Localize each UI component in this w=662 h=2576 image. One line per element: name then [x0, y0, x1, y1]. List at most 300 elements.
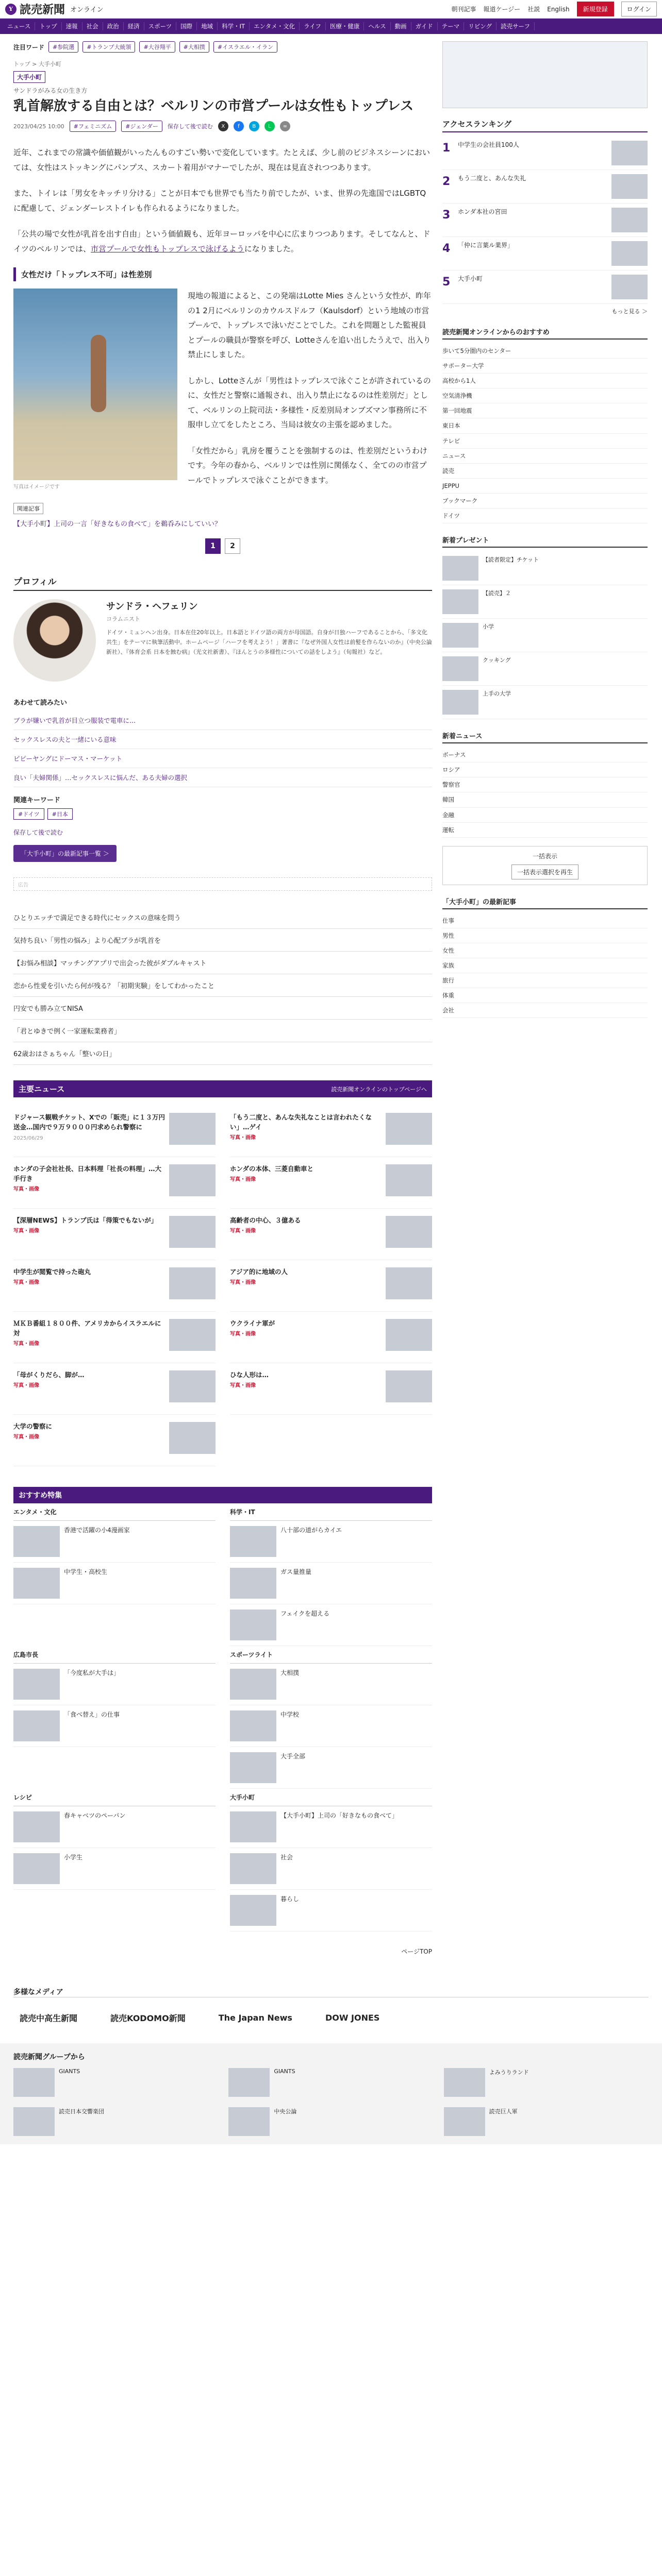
reco-column-heading[interactable]: 大手小町: [230, 1789, 432, 1806]
group-title[interactable]: 読売巨人軍: [489, 2108, 518, 2115]
swimmer-figure: [91, 335, 106, 412]
group-card[interactable]: [444, 2107, 649, 2136]
nav-item[interactable]: 動画: [391, 22, 411, 30]
paragraph: 近年、これまでの常識や価値観がいったんものすごい勢いで変化しています。たとえば、少し前のビジネスシーンにおいては、女性はストッキングにパンプス、スカート着用がマナーでしたが、現在は見直されつつあります。: [13, 148, 431, 172]
author-name: サンドラ・ヘフェリン: [106, 601, 198, 613]
present-thumb[interactable]: [442, 623, 478, 648]
reco-thumb[interactable]: [13, 1526, 60, 1557]
present-item[interactable]: [442, 652, 648, 686]
section-latest-button[interactable]: 「大手小町」の最新記事一覧 ＞: [13, 845, 117, 862]
news-thumb[interactable]: [169, 1216, 216, 1248]
site-logo[interactable]: [5, 1, 104, 17]
news-thumb[interactable]: [386, 1267, 432, 1299]
side-list-item[interactable]: ニュース: [442, 449, 648, 464]
side-list-item[interactable]: 会社: [442, 1003, 648, 1018]
rank-title[interactable]: ホンダ本社の宮田: [458, 208, 507, 215]
reco-thumb[interactable]: [13, 1568, 60, 1599]
keywords-heading: 関連キーワード: [13, 796, 61, 805]
reco-title[interactable]: ガス量推量: [280, 1568, 312, 1576]
reco-item[interactable]: [230, 1747, 432, 1789]
rank-title[interactable]: 中学生の会社員100人: [458, 141, 519, 148]
reco-thumb[interactable]: [230, 1895, 276, 1926]
news-title[interactable]: ホンダの子会社社長、日本料理「社長の料理」…大手行き: [13, 1165, 162, 1183]
news-title[interactable]: ドジャース観戦チケット、Xでの「販売」に１３万円送金…国内で９万９０００円求められ警察に: [13, 1113, 166, 1131]
side-list-item[interactable]: 東日本: [442, 418, 648, 433]
nav-item[interactable]: 速報: [62, 22, 82, 30]
reco-item[interactable]: [13, 1521, 216, 1563]
reco-thumb[interactable]: [230, 1669, 276, 1700]
link-share-icon[interactable]: ∞: [280, 121, 290, 131]
nav-item[interactable]: ニュース: [3, 22, 35, 30]
rank-number: 2: [442, 175, 451, 188]
news-item[interactable]: [230, 1312, 432, 1363]
save-later-button-2[interactable]: 保存して後で読む: [13, 829, 63, 837]
media-logo[interactable]: DOW JONES: [325, 2013, 380, 2023]
reco-item[interactable]: [13, 1664, 216, 1705]
ranking-heading: アクセスランキング: [442, 118, 648, 132]
main-news-heading: 主要ニュース: [19, 1084, 65, 1094]
read-also-item[interactable]: 良い「夫婦関係」…セックスレスに悩んだ、ある夫婦の選択: [13, 768, 432, 787]
profile-box: [13, 599, 432, 682]
reco-grid: [13, 1503, 432, 1931]
main-nav: [0, 19, 662, 34]
hatena-share-icon[interactable]: B: [249, 121, 259, 131]
side-list-item[interactable]: 空気清浄機: [442, 388, 648, 403]
side-list-item[interactable]: 体重: [442, 988, 648, 1003]
page-top-link[interactable]: ページTOP: [401, 1948, 432, 1956]
top-bar: [0, 0, 662, 19]
news-thumb[interactable]: [386, 1370, 432, 1402]
nav-item[interactable]: ヘルス: [364, 22, 390, 30]
keyword-tag[interactable]: #ドイツ: [13, 808, 44, 820]
media-logo[interactable]: 読売KODOMO新聞: [110, 2013, 186, 2024]
keyword-tag[interactable]: #日本: [47, 808, 73, 820]
group-card[interactable]: [13, 2068, 218, 2097]
reco-column: [230, 1646, 432, 1789]
breadcrumb[interactable]: トップ > 大手小町: [13, 61, 61, 67]
reco-title[interactable]: 「食べ替え」の仕事: [64, 1711, 120, 1719]
news-text: [13, 1370, 165, 1407]
rank-title[interactable]: 「仲に言葉ル業界」: [458, 242, 514, 249]
news-thumb[interactable]: [169, 1422, 216, 1454]
reco-thumb[interactable]: [230, 1752, 276, 1783]
group-title[interactable]: 中央公論: [274, 2108, 297, 2115]
reco-item[interactable]: [230, 1848, 432, 1890]
media-logo[interactable]: 読売中高生新聞: [20, 2013, 78, 2024]
nav-item[interactable]: ライフ: [300, 22, 326, 30]
ranking-item[interactable]: [442, 137, 648, 170]
side-list-item[interactable]: 男性: [442, 928, 648, 943]
photo-label: 写真・画像: [230, 1331, 256, 1337]
side-list-item[interactable]: 女性: [442, 943, 648, 958]
nav-item[interactable]: スポーツ: [144, 22, 177, 30]
line-share-icon[interactable]: L: [264, 121, 275, 131]
group-card[interactable]: [13, 2107, 218, 2136]
present-title[interactable]: 【読者限定】チケット: [483, 556, 539, 564]
news-title[interactable]: 「母がくりだら、脚が…: [13, 1371, 85, 1379]
news-thumb[interactable]: [386, 1319, 432, 1351]
news-item[interactable]: [230, 1157, 432, 1209]
toplink-report[interactable]: 報道ケージー: [483, 6, 521, 13]
headline-link[interactable]: ひとりエッチで満足できる時代にセックスの意味を問う: [13, 906, 432, 929]
reco-title[interactable]: 大手全部: [280, 1753, 306, 1760]
side-list-item[interactable]: 読売: [442, 464, 648, 479]
login-button[interactable]: ログイン: [621, 2, 657, 16]
reco-thumb[interactable]: [230, 1853, 276, 1884]
news-grid: [13, 1097, 432, 1466]
present-item[interactable]: [442, 686, 648, 719]
rank-thumb[interactable]: [611, 241, 648, 266]
toplink-morning[interactable]: 朝刊記事: [451, 6, 476, 13]
photo-label: 写真・画像: [230, 1280, 256, 1286]
paragraph: しかし、Lotteさんが「男性はトップレスで泳ぐことが許されているのに、女性だと警察に通報され、出入り禁止になるのは性差別だ」として、ベルリンの上院司法・多様性・反差別局オンブズマン事務所に不服申し立てをしたところ、当局は彼女の主張を認めました。: [188, 376, 431, 430]
paragraph: 「女性だから」乳房を覆うことを強制するのは、性差別だというわけです。今年の春から、ベルリンでは性別に関係なく、全てのの市営プールでトップレスで泳ぐことができます。: [188, 446, 428, 485]
reco-thumb[interactable]: [230, 1568, 276, 1599]
present-item[interactable]: [442, 552, 648, 585]
present-title[interactable]: 上手の大学: [483, 690, 511, 698]
reco-item[interactable]: [13, 1563, 216, 1604]
group-thumb[interactable]: [228, 2107, 270, 2136]
reco-item[interactable]: [230, 1563, 432, 1604]
photo-label: 写真・画像: [13, 1341, 39, 1347]
news-title[interactable]: ホンダの本体、三菱自動車と: [230, 1165, 314, 1173]
side-list-item[interactable]: ボーナス: [442, 748, 648, 762]
author-desc: ドイツ・ミュンヘン出身。日本在住20年以上。日本語とドイツ語の両方が母国語。自身が日独ハーフであることから、「多文化共生」をテーマに執筆活動中。ホームページ「ハーフを考えよう！」著書に『なぜ外国人女性は前髪を作らないのか』（中央公論新社）、『体育会系 日本を蝕む病』（光文社新書）、『ほんとうの多様性についての話をしよう』（旬報社）など。: [106, 629, 432, 655]
article-meta: [13, 121, 432, 132]
news-text: [13, 1216, 165, 1252]
read-also-item[interactable]: ブラが嫌いで乳首が目立つ服装で電車に...: [13, 711, 432, 730]
profile-heading: プロフィル: [13, 574, 432, 591]
reco-item[interactable]: [13, 1848, 216, 1890]
logo-mark: Y: [5, 4, 16, 15]
side-news-heading: 新着ニュース: [442, 731, 648, 743]
news-thumb[interactable]: [386, 1216, 432, 1248]
rank-thumb[interactable]: [611, 275, 648, 299]
highlight-link[interactable]: 市営プールで女性もトップレスで泳げるよう: [91, 244, 244, 253]
group-thumb[interactable]: [444, 2107, 485, 2136]
reco-title[interactable]: 小学生: [64, 1854, 83, 1861]
news-text: [13, 1113, 165, 1149]
reco-item[interactable]: [230, 1604, 432, 1646]
news-thumb[interactable]: [386, 1164, 432, 1196]
page-2-button[interactable]: 2: [225, 538, 240, 554]
present-thumb[interactable]: [442, 690, 478, 715]
main-news-band: [13, 1080, 432, 1097]
side-promo[interactable]: [442, 41, 648, 108]
photo-label: 写真・画像: [230, 1383, 256, 1389]
reco-item[interactable]: [13, 1705, 216, 1747]
reco-item[interactable]: [230, 1664, 432, 1705]
nav-item[interactable]: リビング: [464, 22, 496, 30]
x-share-icon[interactable]: X: [218, 121, 228, 131]
related-link[interactable]: 【大手小町】上司の一言「好きなもの食べて」を鵜呑みにしていい？: [13, 520, 222, 529]
paragraph: 現地の報道によると、この発端はLotte Mies さんという女性が、昨年の1 2月にベルリンのカウルスドルフ（Kaulsdorf）という地域の市営プールで、トップレスで泳いだことでした。これを問題とした監視員とプールの職員が警察を呼び、Lotteさんを追い出したうえで、出入り禁止にしました。: [188, 291, 431, 360]
rank-title[interactable]: もう二度と、あんな失礼: [458, 175, 526, 182]
photo-label: 写真・画像: [230, 1134, 256, 1141]
reco-column: [13, 1503, 216, 1646]
reco-column-heading[interactable]: スポーツライト: [230, 1646, 432, 1664]
side-list-item[interactable]: ブックマーク: [442, 494, 648, 509]
reco-thumb[interactable]: [230, 1526, 276, 1557]
side-list-item[interactable]: 歩いて5分圏内のセンター: [442, 344, 648, 359]
reco-thumb[interactable]: [13, 1811, 60, 1842]
pagination: [13, 538, 432, 554]
group-card[interactable]: [228, 2068, 433, 2097]
reco-column-heading[interactable]: エンタメ・文化: [13, 1503, 216, 1521]
article-tag[interactable]: #フェミニズム: [70, 121, 117, 132]
paragraph: また、トイレは「男女をキッチリ分ける」ことが日本でも世界でも当たり前でしたが、いま、世界の先進国ではLGBTQに配慮して、ジェンダーレストイレも作られるようになりました。: [13, 189, 426, 213]
news-item[interactable]: [13, 1209, 216, 1260]
news-item[interactable]: [230, 1106, 432, 1157]
ranking-item[interactable]: [442, 170, 648, 204]
nav-item[interactable]: ガイド: [411, 22, 438, 30]
group-thumb[interactable]: [444, 2068, 485, 2097]
section-heading: 女性だけ「トップレス不可」は性差別: [13, 267, 432, 281]
article-photo[interactable]: [13, 289, 177, 480]
news-title[interactable]: 「もう二度と、あんな失礼なことは言われたくない」…ゲイ: [230, 1113, 372, 1131]
headline-link[interactable]: 気持ち良い「男性の悩み」より心配ブラが乳首を: [13, 929, 432, 952]
trend-tag[interactable]: #参院選: [48, 41, 78, 53]
trend-tag[interactable]: #トランプ大統領: [82, 41, 135, 53]
news-item[interactable]: [13, 1415, 216, 1466]
group-card[interactable]: [228, 2107, 433, 2136]
related-label: 関連記事: [13, 503, 43, 514]
present-thumb[interactable]: [442, 556, 478, 581]
reco-title[interactable]: 八十部の道がらカイエ: [280, 1527, 342, 1534]
reco-title[interactable]: 暮らし: [280, 1895, 300, 1903]
news-date: 2025/06/29: [13, 1135, 43, 1141]
reco-column-heading[interactable]: レシピ: [13, 1789, 216, 1806]
news-title[interactable]: 高齢者の中心、３億ある: [230, 1216, 301, 1225]
present-thumb[interactable]: [442, 656, 478, 681]
reco-item[interactable]: [13, 1806, 216, 1848]
save-later-button[interactable]: 保存して後で読む: [167, 123, 213, 130]
headline-link[interactable]: 恋から性愛を引いたら何が残る？「初期実験」をしてわかったこと: [13, 974, 432, 997]
reco-thumb[interactable]: [13, 1710, 60, 1741]
news-text: [13, 1164, 165, 1201]
read-also-item[interactable]: ピピーヤングにドーマス・マーケット: [13, 749, 432, 768]
reco-title[interactable]: 中学校: [280, 1711, 300, 1719]
reco-thumb[interactable]: [230, 1710, 276, 1741]
side-list-item[interactable]: 仕事: [442, 913, 648, 928]
group-title[interactable]: よみうりランド: [489, 2069, 529, 2076]
reco-item[interactable]: [230, 1806, 432, 1848]
photo-label: 写真・画像: [13, 1383, 39, 1389]
news-item[interactable]: [13, 1157, 216, 1209]
section-badge[interactable]: 大手小町: [13, 71, 45, 83]
ad-slot: 広告: [13, 877, 432, 891]
nav-item[interactable]: 医療・健康: [326, 22, 365, 30]
news-title[interactable]: ウクライナ軍が: [230, 1319, 275, 1328]
reco-thumb[interactable]: [13, 1669, 60, 1700]
side-list-item[interactable]: 警察官: [442, 777, 648, 792]
reco-column-heading[interactable]: 広島市長: [13, 1646, 216, 1664]
toplink-english[interactable]: English: [547, 5, 570, 13]
article-date: 2023/04/25 10:00: [13, 123, 64, 130]
footer: [0, 1987, 662, 2038]
coupon-box: [442, 846, 648, 885]
rank-thumb[interactable]: [611, 174, 648, 199]
trend-label: 注目ワード: [13, 43, 45, 51]
news-text: [230, 1319, 382, 1355]
present-thumb[interactable]: [442, 589, 478, 614]
ranking-item[interactable]: [442, 237, 648, 270]
news-title[interactable]: 中学生が閲覧で持った砲丸: [13, 1268, 91, 1276]
side-list-item[interactable]: 家族: [442, 958, 648, 973]
ranking-more-link[interactable]: もっと見る ＞: [611, 308, 648, 315]
read-also-heading: あわせて読みたい: [13, 699, 68, 707]
present-title[interactable]: クッキング: [483, 657, 511, 664]
reco-title[interactable]: 大相撲: [280, 1669, 300, 1677]
rank-thumb[interactable]: [611, 141, 648, 165]
headline-link[interactable]: 「君とゆきで例く一家運転業務者」: [13, 1020, 432, 1042]
present-title[interactable]: 【読売】２: [483, 590, 511, 597]
group-card[interactable]: [444, 2068, 649, 2097]
photo-label: 写真・画像: [13, 1434, 39, 1440]
facebook-share-icon[interactable]: f: [234, 121, 244, 131]
news-thumb[interactable]: [169, 1319, 216, 1351]
rank-number: 4: [442, 242, 451, 255]
nav-item[interactable]: テーマ: [438, 22, 465, 30]
reco-title[interactable]: 【大手小町】上司の「好きなもの食べて」: [280, 1812, 399, 1820]
toplink-editorial[interactable]: 社説: [527, 6, 540, 13]
reco-item[interactable]: [230, 1705, 432, 1747]
headline-link[interactable]: 円安でも勝み立てNISA: [13, 997, 432, 1020]
side-list-item[interactable]: ロシア: [442, 762, 648, 777]
reco-column: [13, 1789, 216, 1931]
reco-title[interactable]: フェイクを超える: [280, 1610, 330, 1618]
news-text: [13, 1319, 165, 1355]
present-item[interactable]: [442, 585, 648, 619]
news-item[interactable]: [13, 1106, 216, 1157]
news-thumb[interactable]: [169, 1370, 216, 1402]
group-thumb[interactable]: [228, 2068, 270, 2097]
news-text: [13, 1267, 165, 1304]
side-list-item[interactable]: ドイツ: [442, 509, 648, 523]
side-list-item[interactable]: 第一回地震: [442, 403, 648, 418]
coupon-button[interactable]: 一括表示選択を再生: [511, 865, 578, 879]
side-latest-heading: 「大手小町」の最新記事: [442, 896, 648, 909]
news-title[interactable]: 【深層NEWS】トランプ氏は「得策でもないが」: [13, 1216, 158, 1225]
news-item[interactable]: [13, 1363, 216, 1415]
present-title[interactable]: 小学: [483, 623, 494, 631]
group-thumb[interactable]: [13, 2068, 55, 2097]
reco-title[interactable]: 香港で活躍の小4漫画家: [64, 1527, 130, 1534]
reco-thumb[interactable]: [230, 1609, 276, 1640]
side-list-item[interactable]: JEPPU: [442, 479, 648, 494]
ranking-item[interactable]: [442, 270, 648, 304]
group-thumb[interactable]: [13, 2107, 55, 2136]
trend-tag[interactable]: #イスラエル・イラン: [213, 41, 277, 53]
side-list-item[interactable]: 運転: [442, 823, 648, 838]
nav-item[interactable]: 社会: [82, 22, 103, 30]
trend-tag[interactable]: #大谷翔平: [139, 41, 175, 53]
news-title[interactable]: 大学の警察に: [13, 1422, 53, 1431]
trend-tag[interactable]: #大相撲: [179, 41, 209, 53]
nav-item[interactable]: 科学・IT: [218, 22, 250, 30]
ranking-item[interactable]: [442, 204, 648, 237]
news-item[interactable]: [13, 1260, 216, 1312]
reco-title[interactable]: 社会: [280, 1854, 293, 1861]
author-avatar: [13, 599, 96, 682]
photo-label: 写真・画像: [230, 1177, 256, 1183]
nav-item[interactable]: 読売サーフ: [496, 22, 535, 30]
nav-item[interactable]: 地域: [197, 22, 218, 30]
reco-thumb[interactable]: [230, 1811, 276, 1842]
present-item[interactable]: [442, 619, 648, 652]
nav-item[interactable]: 経済: [124, 22, 144, 30]
side-list-item[interactable]: 韓国: [442, 792, 648, 807]
news-thumb[interactable]: [169, 1164, 216, 1196]
news-item[interactable]: [230, 1209, 432, 1260]
news-text: [230, 1164, 382, 1201]
side-list-item[interactable]: サポーター大学: [442, 359, 648, 374]
article-tag[interactable]: #ジェンダー: [121, 121, 162, 132]
news-item[interactable]: [13, 1312, 216, 1363]
side-list-item[interactable]: 金融: [442, 808, 648, 823]
photo-label: 写真・画像: [13, 1228, 39, 1234]
side-list-item[interactable]: テレビ: [442, 434, 648, 449]
logo-online: オンライン: [70, 6, 104, 14]
nav-item[interactable]: トップ: [35, 22, 61, 30]
photo-caption: 写真はイメージです: [13, 484, 60, 490]
paragraph: [13, 227, 432, 256]
news-thumb[interactable]: [386, 1113, 432, 1145]
news-item[interactable]: [230, 1363, 432, 1415]
page-1-button[interactable]: 1: [205, 538, 221, 554]
logo-text: 読売新聞: [20, 3, 65, 16]
nav-item[interactable]: エンタメ・文化: [250, 22, 300, 30]
reco-title[interactable]: 中学生・高校生: [64, 1568, 108, 1576]
read-also-item[interactable]: セックスレスの夫と一緒にいる意味: [13, 730, 432, 749]
media-heading: 多様なメディア: [13, 1988, 63, 1997]
register-button[interactable]: 新規登録: [577, 2, 614, 16]
reco-item[interactable]: [230, 1521, 432, 1563]
reco-item[interactable]: [230, 1890, 432, 1931]
media-logo[interactable]: The Japan News: [218, 2013, 292, 2023]
headline-link[interactable]: 【お悩み相談】マッチングアプリで出会った彼がダブルキャスト: [13, 952, 432, 974]
side-list-item[interactable]: 高校から1人: [442, 374, 648, 388]
reco-column-heading[interactable]: 科学・IT: [230, 1503, 432, 1521]
group-title[interactable]: GIANTS: [59, 2068, 80, 2075]
news-title[interactable]: アジア的に地域の人: [230, 1268, 288, 1276]
reco-thumb[interactable]: [13, 1853, 60, 1884]
group-title[interactable]: GIANTS: [274, 2068, 295, 2075]
news-title[interactable]: ひな人形は…: [230, 1371, 269, 1379]
rank-thumb[interactable]: [611, 208, 648, 232]
news-item[interactable]: [230, 1260, 432, 1312]
rank-title[interactable]: 大手小町: [458, 275, 483, 282]
main-news-top-link[interactable]: 読売新聞オンラインのトップページへ: [331, 1086, 427, 1093]
group-section: [0, 2043, 662, 2144]
side-list-item[interactable]: 旅行: [442, 973, 648, 988]
news-thumb[interactable]: [169, 1113, 216, 1145]
trend-words: [13, 41, 432, 53]
news-thumb[interactable]: [169, 1267, 216, 1299]
main-column: [13, 41, 432, 1971]
headline-link[interactable]: 62歳おはさぁちゃん「整いの日」: [13, 1042, 432, 1065]
group-title[interactable]: 読売日本交響楽団: [59, 2108, 104, 2115]
news-title[interactable]: ＭＫＢ番組１８００件、アメリカからイスラエルに対: [13, 1319, 161, 1337]
reco-title[interactable]: 春キャベツのペーパン: [64, 1812, 126, 1820]
reco-title[interactable]: 「今度私が大手は」: [64, 1669, 120, 1677]
rank-number: 5: [442, 276, 451, 289]
nav-item[interactable]: 国際: [176, 22, 197, 30]
reco-heading: おすすめ特集: [13, 1487, 432, 1503]
nav-item[interactable]: 政治: [103, 22, 124, 30]
sidebar: [442, 41, 648, 1971]
rank-number: 1: [442, 142, 451, 155]
